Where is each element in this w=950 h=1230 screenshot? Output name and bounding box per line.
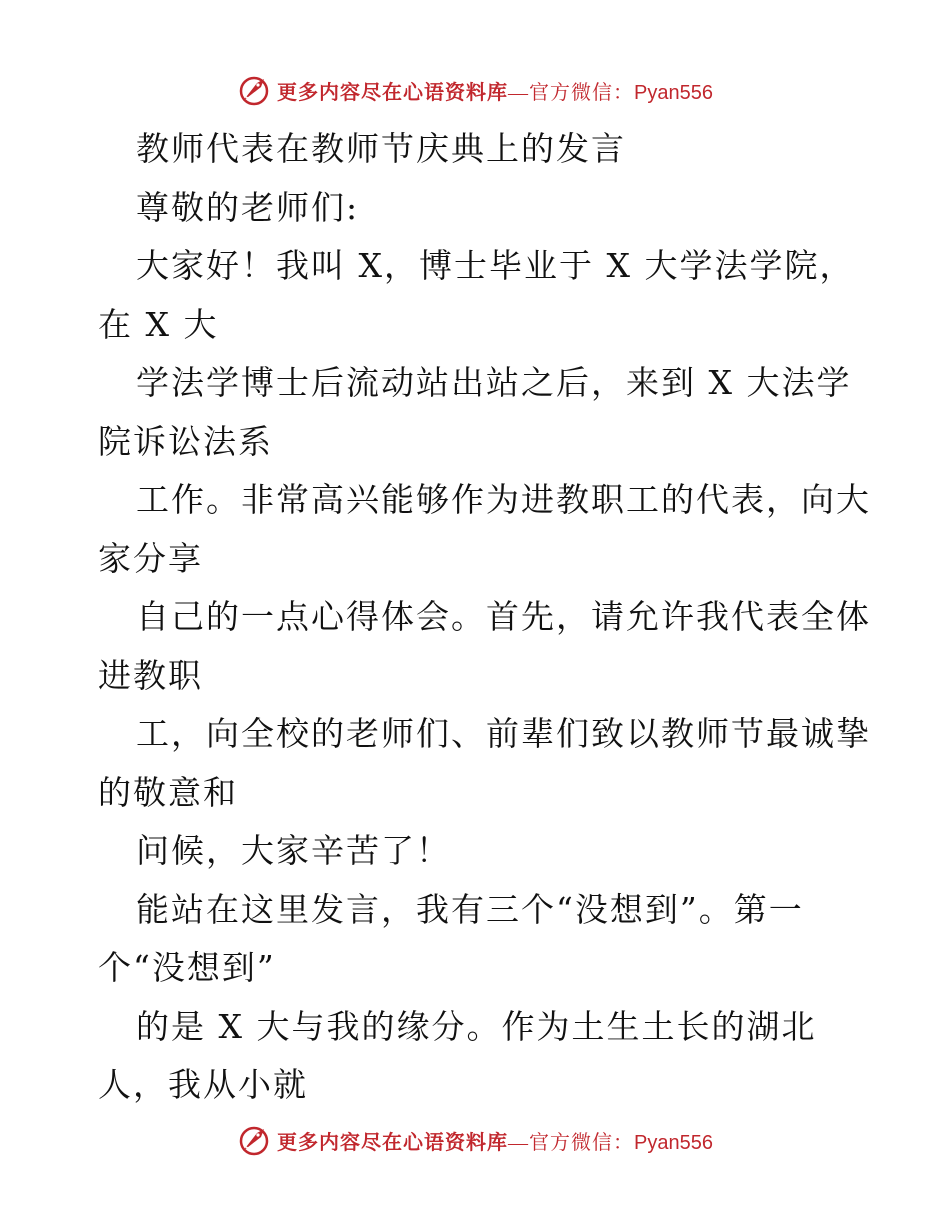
header-wechat-id: Pyan556 [634,81,713,104]
paragraph-line: 在 X 大 [98,304,219,344]
paragraph-line: 进教职 [98,655,203,695]
paragraph-line: 院诉讼法系 [98,421,273,461]
pen-nib-logo-icon [237,1123,271,1157]
paragraph-line: 能站在这里发言，我有三个“没想到”。第一 [136,889,804,929]
document-body [98,120,878,1115]
paragraph-line: 的是 X 大与我的缘分。作为土生土长的湖北 [136,1006,817,1046]
footer-wechat-id: Pyan556 [634,1131,713,1154]
paragraph-line: 人，我从小就 [98,1065,308,1104]
header-banner [0,70,950,110]
pen-nib-logo-icon [237,73,271,107]
footer-text [277,1126,713,1155]
header-text [277,76,713,105]
document-title: 教师代表在教师节庆典上的发言 [136,129,626,168]
paragraph-line: 家分享 [98,538,203,578]
footer-text-dash: —官方微信： [508,1131,635,1154]
paragraph-line: 工作。非常高兴能够作为进教职工的代表，向大 [136,480,871,519]
paragraph-line: 问候，大家辛苦了！ [136,831,451,870]
paragraph-line: 个“没想到” [98,948,276,987]
header-text-main: 更多内容尽在心语资料库 [277,81,509,104]
salutation: 尊敬的老师们: [136,187,360,227]
header-text-dash: —官方微信： [508,81,635,104]
footer-text-main: 更多内容尽在心语资料库 [277,1131,509,1154]
paragraph-line: 工，向全校的老师们、前辈们致以教师节最诚挚 [136,714,871,753]
paragraph-line: 自己的一点心得体会。首先，请允许我代表全体 [136,597,871,636]
paragraph-line: 的敬意和 [98,772,238,812]
paragraph-line: 大家好！我叫 X，博士毕业于 X 大学法学院， [136,246,855,285]
footer-banner [0,1120,950,1160]
paragraph-line: 学法学博士后流动站出站之后，来到 X 大法学 [136,363,852,402]
